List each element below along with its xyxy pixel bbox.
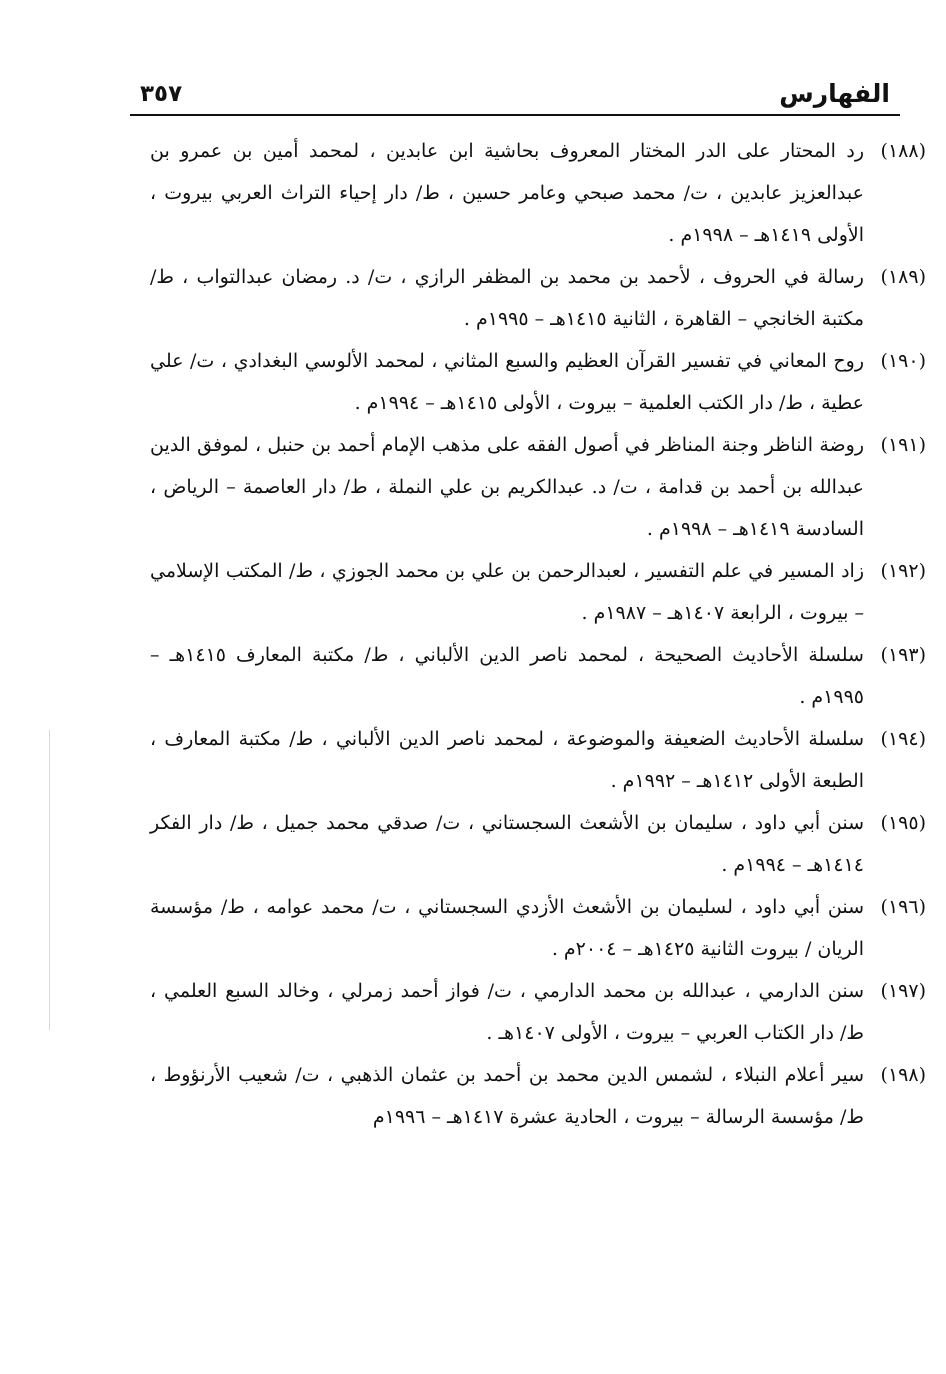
- entry-number: (١٩٢): [880, 560, 926, 582]
- running-head-title: الفهارس: [779, 79, 890, 108]
- entry-text: روح المعاني في تفسير القرآن العظيم والسبع المثاني ، لمحمد الألوسي البغدادي ، ت/ علي عطية ، ط/ دار الكتب العلمية – بيروت ، الأولى ١٤١٥هـ – ١٩٩٤م .: [150, 350, 864, 414]
- entry-text: رد المحتار على الدر المختار المعروف بحاشية ابن عابدين ، لمحمد أمين بن عمرو بن عبدالعزيز عابدين ، ت/ محمد صبحي وعامر حسين ، ط/ دار إحياء التراث العربي بيروت ، الأولى ١٤١٩هـ – ١٩٩٨م .: [150, 140, 864, 246]
- entry-number: (١٩٠): [880, 350, 926, 372]
- entry-number: (١٨٩): [880, 266, 926, 288]
- page-number: ٣٥٧: [140, 81, 183, 107]
- entry-number: (١٨٨): [880, 140, 926, 162]
- bibliography-entry-190: [150, 340, 946, 424]
- entry-number: (١٩١): [880, 434, 926, 456]
- entry-text: سلسلة الأحاديث الضعيفة والموضوعة ، لمحمد ناصر الدين الألباني ، ط/ مكتبة المعارف ، الطبعة الأولى ١٤١٢هـ – ١٩٩٢م .: [150, 728, 864, 792]
- bibliography-entry-188: [150, 130, 946, 256]
- bibliography-entry-194: [150, 718, 946, 802]
- entry-text: سنن أبي داود ، لسليمان بن الأشعث الأزدي السجستاني ، ت/ محمد عوامه ، ط/ مؤسسة الريان / بيروت الثانية ١٤٢٥هـ – ٢٠٠٤م .: [150, 896, 864, 960]
- bibliography-entry-195: [150, 802, 946, 886]
- bibliography-entry-196: [150, 886, 946, 970]
- entry-text: زاد المسير في علم التفسير ، لعبدالرحمن بن علي بن محمد الجوزي ، ط/ المكتب الإسلامي – بيروت ، الرابعة ١٤٠٧هـ – ١٩٨٧م .: [150, 560, 864, 624]
- bibliography-entry-193: [150, 634, 946, 718]
- entry-text: سير أعلام النبلاء ، لشمس الدين محمد بن أحمد بن عثمان الذهبي ، ت/ شعيب الأرنؤوط ، ط/ مؤسسة الرسالة – بيروت ، الحادية عشرة ١٤١٧هـ – ١٩٩٦م: [150, 1064, 864, 1128]
- entry-text: سنن أبي داود ، سليمان بن الأشعث السجستاني ، ت/ صدقي محمد جميل ، ط/ دار الفكر ١٤١٤هـ – ١٩٩٤م .: [150, 812, 864, 876]
- bibliography-entry-189: [150, 256, 946, 340]
- bibliography-list: [130, 130, 926, 1138]
- header-rule: [130, 114, 900, 116]
- entry-text: سنن الدارمي ، عبدالله بن محمد الدارمي ، ت/ فواز أحمد زمرلي ، وخالد السبع العلمي ، ط/ دار الكتاب العربي – بيروت ، الأولى ١٤٠٧هـ .: [150, 980, 864, 1044]
- bibliography-entry-192: [150, 550, 946, 634]
- bibliography-entry-198: [150, 1054, 946, 1138]
- entry-number: (١٩٦): [880, 896, 926, 918]
- entry-number: (١٩٣): [880, 644, 926, 666]
- book-page: [130, 70, 926, 1138]
- entry-number: (١٩٧): [880, 980, 926, 1002]
- entry-number: (١٩٨): [880, 1064, 926, 1086]
- entry-text: روضة الناظر وجنة المناظر في أصول الفقه على مذهب الإمام أحمد بن حنبل ، لموفق الدين عبدالله بن أحمد بن قدامة ، ت/ د. عبدالكريم بن علي النملة ، ط/ دار العاصمة – الرياض ، السادسة ١٤١٩هـ – ١٩٩٨م .: [150, 434, 864, 540]
- entry-text: رسالة في الحروف ، لأحمد بن محمد بن المظفر الرازي ، ت/ د. رمضان عبدالتواب ، ط/ مكتبة الخانجي – القاهرة ، الثانية ١٤١٥هـ – ١٩٩٥م .: [150, 266, 864, 330]
- entry-number: (١٩٤): [880, 728, 926, 750]
- bibliography-entry-197: [150, 970, 946, 1054]
- entry-number: (١٩٥): [880, 812, 926, 834]
- entry-text: سلسلة الأحاديث الصحيحة ، لمحمد ناصر الدين الألباني ، ط/ مكتبة المعارف ١٤١٥هـ – ١٩٩٥م .: [150, 644, 864, 708]
- running-head: [130, 70, 900, 106]
- scan-margin-line: [49, 730, 50, 1030]
- bibliography-entry-191: [150, 424, 946, 550]
